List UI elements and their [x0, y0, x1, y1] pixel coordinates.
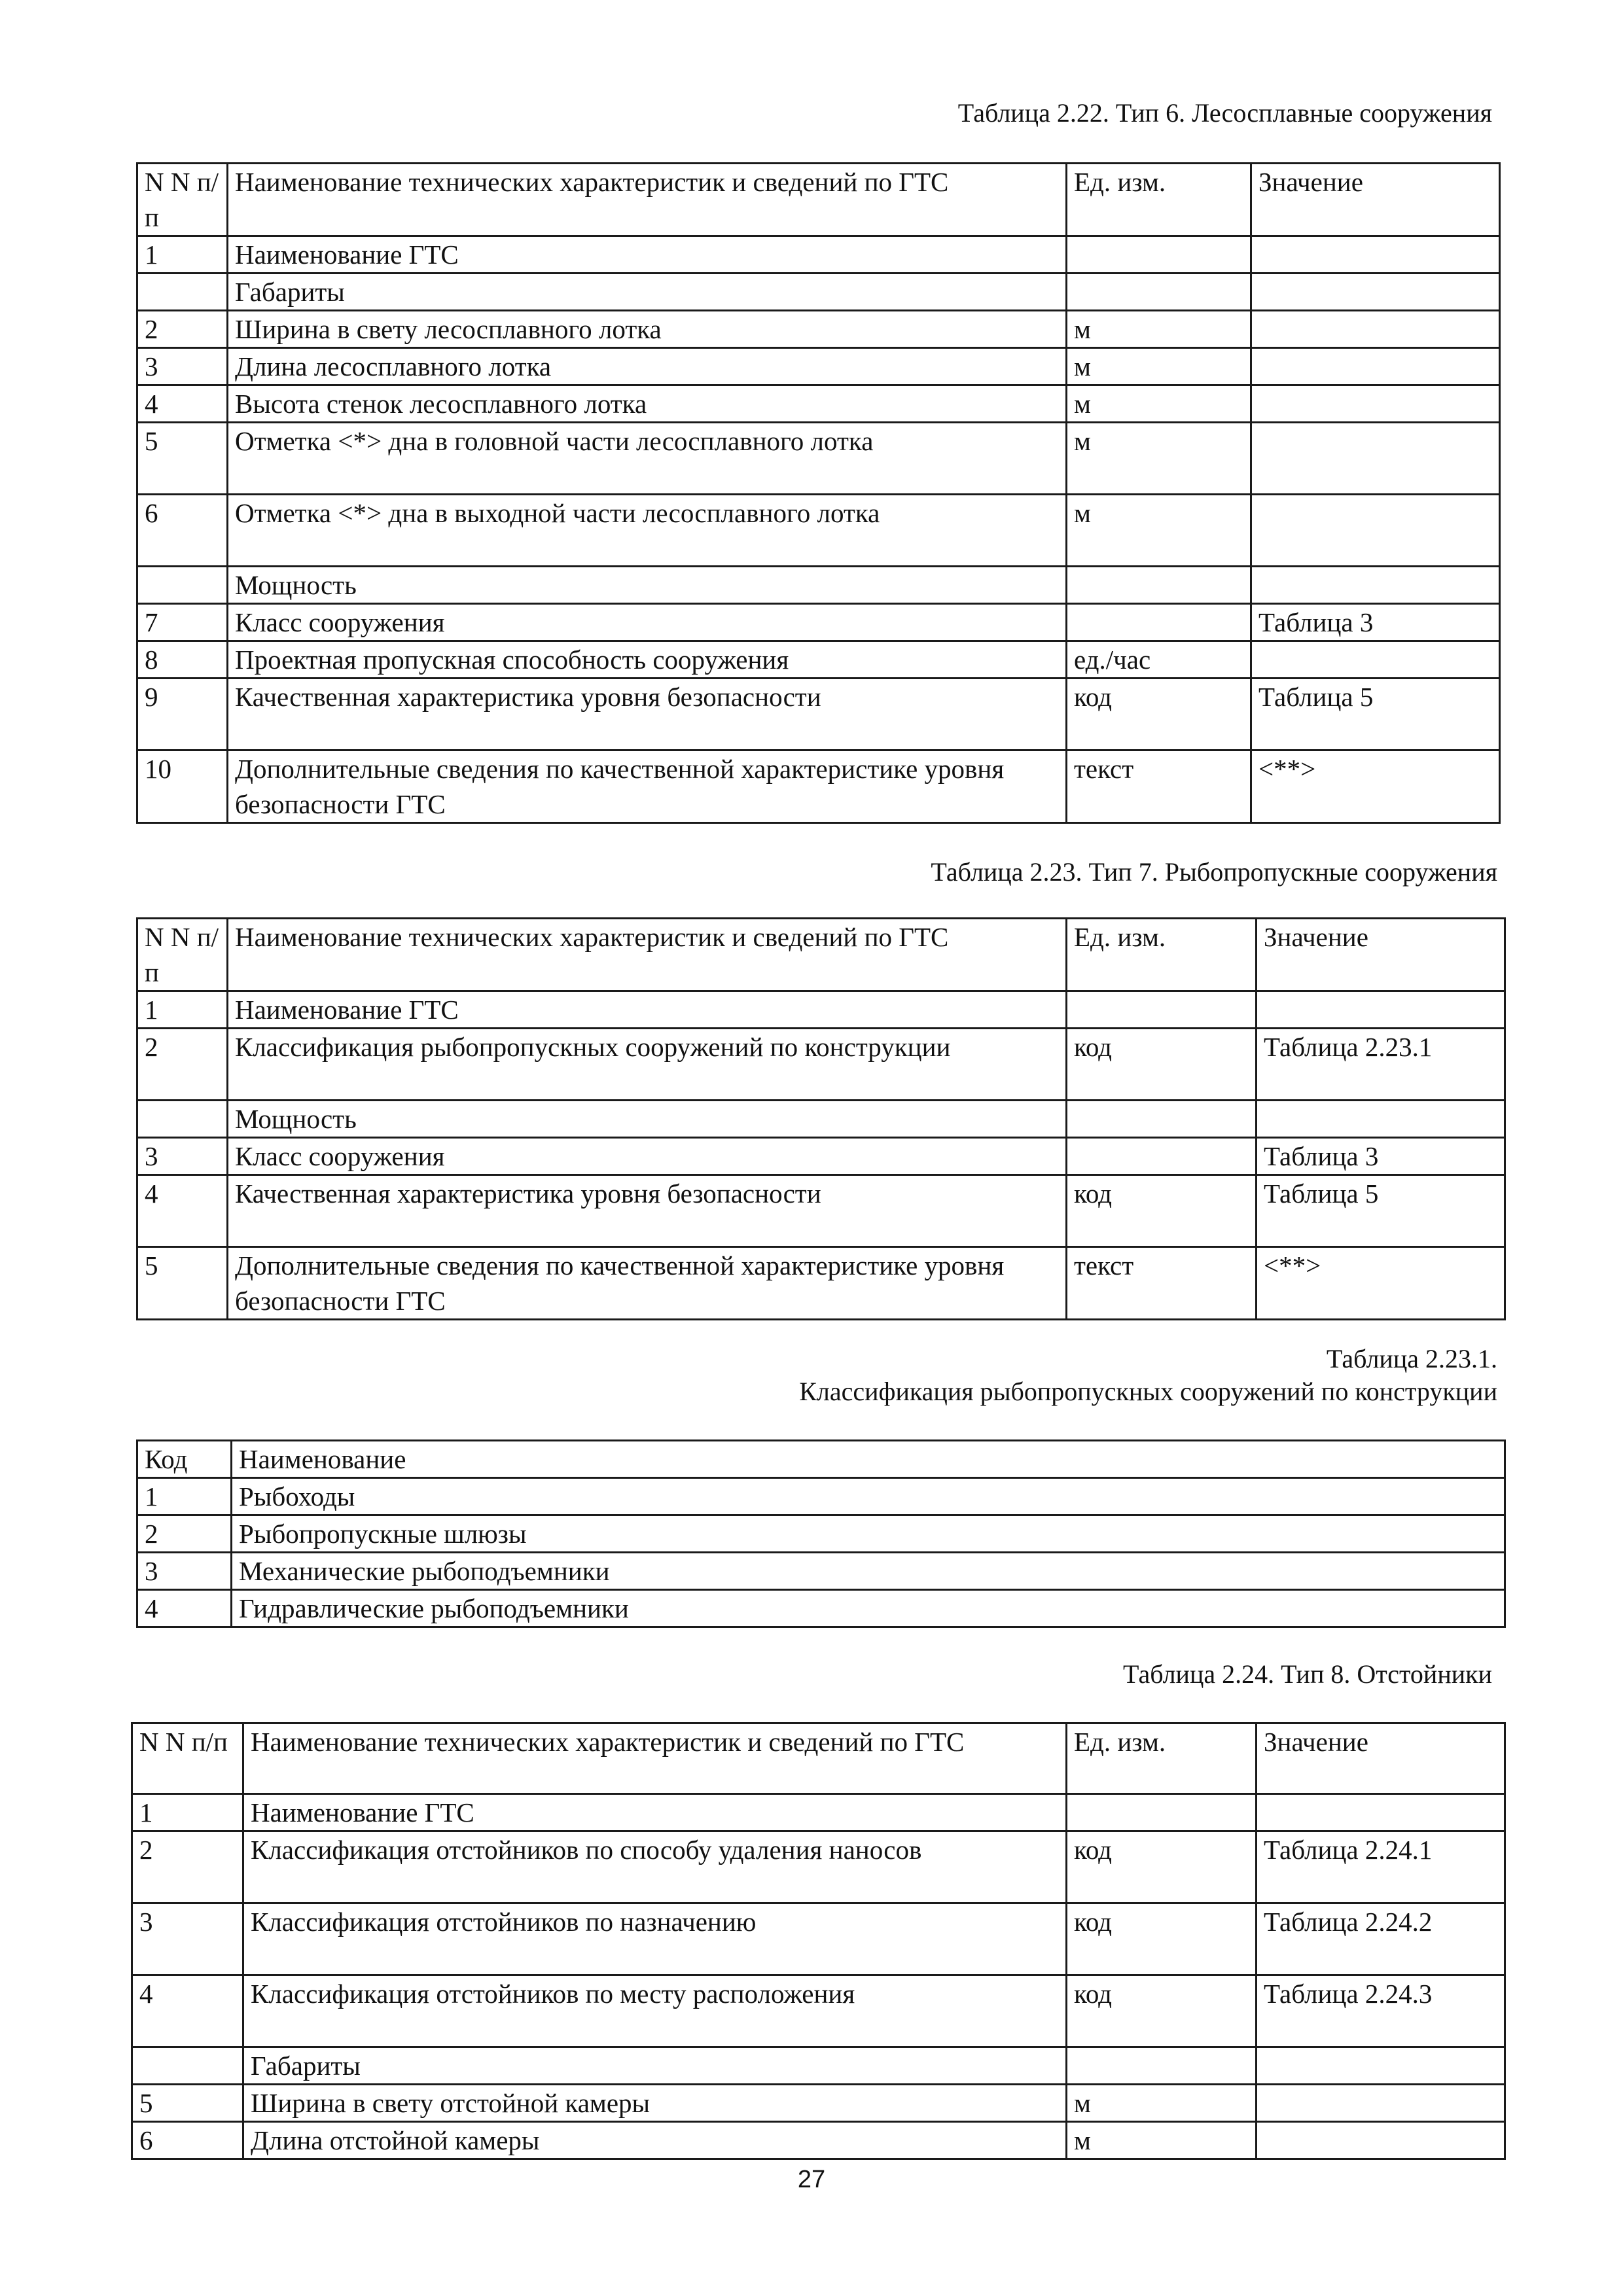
cell-unit [1067, 991, 1257, 1029]
cell-name: Высота стенок лесосплавного лотка [228, 385, 1067, 423]
cell-name: Ширина в свету лесосплавного лотка [228, 311, 1067, 348]
cell-code: 1 [137, 1478, 232, 1515]
cell-value [1251, 495, 1500, 567]
table-row [137, 679, 1500, 751]
cell-num: 4 [137, 1175, 228, 1247]
table-row [132, 1975, 1505, 2047]
cell-value [1251, 641, 1500, 679]
table-row [137, 1138, 1505, 1175]
col-header-num: N N п/п [132, 1723, 243, 1794]
cell-value [1251, 236, 1500, 274]
cell-unit [1067, 1794, 1257, 1831]
table-2-24 [131, 1722, 1506, 2160]
cell-value: Таблица 3 [1251, 604, 1500, 641]
cell-name: Рыбопропускные шлюзы [232, 1515, 1505, 1553]
cell-value: <**> [1257, 1247, 1505, 1320]
cell-num: 2 [137, 1029, 228, 1101]
cell-unit: код [1067, 1831, 1257, 1903]
cell-num: 1 [132, 1794, 243, 1831]
cell-num: 9 [137, 679, 228, 751]
table-row [132, 1831, 1505, 1903]
page-number: 27 [797, 2166, 826, 2193]
cell-num: 7 [137, 604, 228, 641]
cell-unit: ед./час [1067, 641, 1251, 679]
table-2-23-1-caption [799, 1343, 1497, 1408]
cell-name: Классификация отстойников по месту расположения [243, 1975, 1067, 2047]
cell-num: 3 [137, 1138, 228, 1175]
table-row [137, 567, 1500, 604]
table-row [137, 1247, 1505, 1320]
cell-value: Таблица 5 [1257, 1175, 1505, 1247]
col-header-code: Код [137, 1441, 232, 1478]
table-2-23 [136, 917, 1506, 1320]
table-row [137, 991, 1505, 1029]
cell-name: Габариты [228, 274, 1067, 311]
cell-unit: м [1067, 348, 1251, 385]
cell-value: Таблица 2.24.3 [1257, 1975, 1505, 2047]
table-row [137, 1175, 1505, 1247]
cell-value [1251, 311, 1500, 348]
cell-value: <**> [1251, 751, 1500, 823]
col-header-name: Наименование технических характеристик и сведений по ГТС [243, 1723, 1067, 1794]
cell-unit: текст [1067, 1247, 1257, 1320]
table-row [137, 604, 1500, 641]
cell-name: Дополнительные сведения по качественной характеристике уровня безопасности ГТС [228, 751, 1067, 823]
col-header-unit: Ед. изм. [1067, 164, 1251, 236]
table-row [137, 236, 1500, 274]
cell-name: Габариты [243, 2047, 1067, 2085]
cell-name: Отметка <*> дна в выходной части лесосплавного лотка [228, 495, 1067, 567]
table-row [132, 1794, 1505, 1831]
cell-name: Мощность [228, 567, 1067, 604]
cell-name: Наименование ГТС [243, 1794, 1067, 1831]
col-header-unit: Ед. изм. [1067, 1723, 1257, 1794]
cell-num: 2 [137, 311, 228, 348]
col-header-value: Значение [1257, 1723, 1505, 1794]
cell-unit: м [1067, 385, 1251, 423]
cell-value [1251, 423, 1500, 495]
table-row [132, 2085, 1505, 2122]
cell-num: 6 [137, 495, 228, 567]
cell-name: Проектная пропускная способность сооружения [228, 641, 1067, 679]
cell-value [1257, 1794, 1505, 1831]
table-row [137, 751, 1500, 823]
table-header-row [132, 1723, 1505, 1794]
cell-name: Мощность [228, 1101, 1067, 1138]
cell-value [1251, 274, 1500, 311]
table-row [137, 1029, 1505, 1101]
table-row [137, 1553, 1505, 1590]
cell-unit: код [1067, 1975, 1257, 2047]
cell-value [1251, 385, 1500, 423]
table-row [132, 2122, 1505, 2159]
cell-value: Таблица 3 [1257, 1138, 1505, 1175]
cell-value: Таблица 2.24.2 [1257, 1903, 1505, 1975]
table-row [132, 1903, 1505, 1975]
cell-num: 3 [137, 348, 228, 385]
cell-unit [1067, 1101, 1257, 1138]
cell-name: Рыбоходы [232, 1478, 1505, 1515]
cell-name: Классификация отстойников по назначению [243, 1903, 1067, 1975]
cell-name: Ширина в свету отстойной камеры [243, 2085, 1067, 2122]
col-header-name: Наименование [232, 1441, 1505, 1478]
cell-name: Классификация рыбопропускных сооружений по конструкции [228, 1029, 1067, 1101]
col-header-num: N N п/п [137, 919, 228, 991]
table-row [137, 1478, 1505, 1515]
cell-num: 5 [132, 2085, 243, 2122]
table-2-23-caption: Таблица 2.23. Тип 7. Рыбопропускные сооружения [931, 857, 1497, 887]
cell-value [1257, 1101, 1505, 1138]
table-2-22 [136, 162, 1501, 824]
caption-line-1: Таблица 2.23.1. [1326, 1344, 1497, 1373]
cell-num [132, 2047, 243, 2085]
cell-code: 3 [137, 1553, 232, 1590]
table-2-23-1 [136, 1439, 1506, 1628]
table-row [137, 641, 1500, 679]
cell-name: Механические рыбоподъемники [232, 1553, 1505, 1590]
cell-num: 2 [132, 1831, 243, 1903]
cell-num [137, 1101, 228, 1138]
cell-name: Длина лесосплавного лотка [228, 348, 1067, 385]
table-2-22-caption: Таблица 2.22. Тип 6. Лесосплавные сооружения [957, 98, 1492, 128]
cell-value: Таблица 2.23.1 [1257, 1029, 1505, 1101]
col-header-value: Значение [1251, 164, 1500, 236]
cell-unit [1067, 274, 1251, 311]
cell-name: Наименование ГТС [228, 236, 1067, 274]
table-row [137, 348, 1500, 385]
caption-line-2: Классификация рыбопропускных сооружений по конструкции [799, 1377, 1497, 1406]
cell-value [1257, 2122, 1505, 2159]
cell-unit: м [1067, 2122, 1257, 2159]
cell-value [1251, 348, 1500, 385]
cell-value [1257, 2047, 1505, 2085]
cell-num: 6 [132, 2122, 243, 2159]
col-header-name: Наименование технических характеристик и сведений по ГТС [228, 164, 1067, 236]
cell-name: Длина отстойной камеры [243, 2122, 1067, 2159]
table-header-row [137, 919, 1505, 991]
cell-num: 4 [137, 385, 228, 423]
table-row [137, 423, 1500, 495]
col-header-name: Наименование технических характеристик и сведений по ГТС [228, 919, 1067, 991]
cell-name: Отметка <*> дна в головной части лесосплавного лотка [228, 423, 1067, 495]
table-row [137, 385, 1500, 423]
cell-num: 5 [137, 423, 228, 495]
table-row [137, 311, 1500, 348]
cell-unit [1067, 236, 1251, 274]
cell-value [1251, 567, 1500, 604]
cell-unit: код [1067, 1903, 1257, 1975]
cell-unit: м [1067, 2085, 1257, 2122]
table-row [132, 2047, 1505, 2085]
cell-unit [1067, 604, 1251, 641]
cell-unit: м [1067, 311, 1251, 348]
table-row [137, 1101, 1505, 1138]
cell-code: 4 [137, 1590, 232, 1627]
cell-unit [1067, 567, 1251, 604]
cell-unit: код [1067, 679, 1251, 751]
cell-num: 10 [137, 751, 228, 823]
cell-code: 2 [137, 1515, 232, 1553]
cell-num: 1 [137, 236, 228, 274]
cell-num: 8 [137, 641, 228, 679]
cell-unit: код [1067, 1175, 1257, 1247]
cell-value [1257, 2085, 1505, 2122]
cell-name: Классификация отстойников по способу удаления наносов [243, 1831, 1067, 1903]
cell-name: Наименование ГТС [228, 991, 1067, 1029]
cell-unit [1067, 2047, 1257, 2085]
cell-num [137, 274, 228, 311]
cell-value: Таблица 5 [1251, 679, 1500, 751]
table-row [137, 1515, 1505, 1553]
col-header-unit: Ед. изм. [1067, 919, 1257, 991]
cell-num [137, 567, 228, 604]
col-header-value: Значение [1257, 919, 1505, 991]
cell-value [1257, 991, 1505, 1029]
table-header-row [137, 164, 1500, 236]
cell-unit: код [1067, 1029, 1257, 1101]
table-row [137, 1590, 1505, 1627]
cell-unit: м [1067, 423, 1251, 495]
cell-value: Таблица 2.24.1 [1257, 1831, 1505, 1903]
table-2-24-caption: Таблица 2.24. Тип 8. Отстойники [1123, 1659, 1492, 1689]
cell-num: 1 [137, 991, 228, 1029]
col-header-num: N N п/п [137, 164, 228, 236]
cell-name: Гидравлические рыбоподъемники [232, 1590, 1505, 1627]
table-header-row [137, 1441, 1505, 1478]
cell-name: Качественная характеристика уровня безопасности [228, 1175, 1067, 1247]
cell-unit: м [1067, 495, 1251, 567]
cell-unit: текст [1067, 751, 1251, 823]
cell-num: 3 [132, 1903, 243, 1975]
table-row [137, 495, 1500, 567]
cell-num: 5 [137, 1247, 228, 1320]
table-row [137, 274, 1500, 311]
cell-name: Качественная характеристика уровня безопасности [228, 679, 1067, 751]
cell-unit [1067, 1138, 1257, 1175]
cell-name: Класс сооружения [228, 604, 1067, 641]
cell-name: Дополнительные сведения по качественной характеристике уровня безопасности ГТС [228, 1247, 1067, 1320]
cell-name: Класс сооружения [228, 1138, 1067, 1175]
cell-num: 4 [132, 1975, 243, 2047]
